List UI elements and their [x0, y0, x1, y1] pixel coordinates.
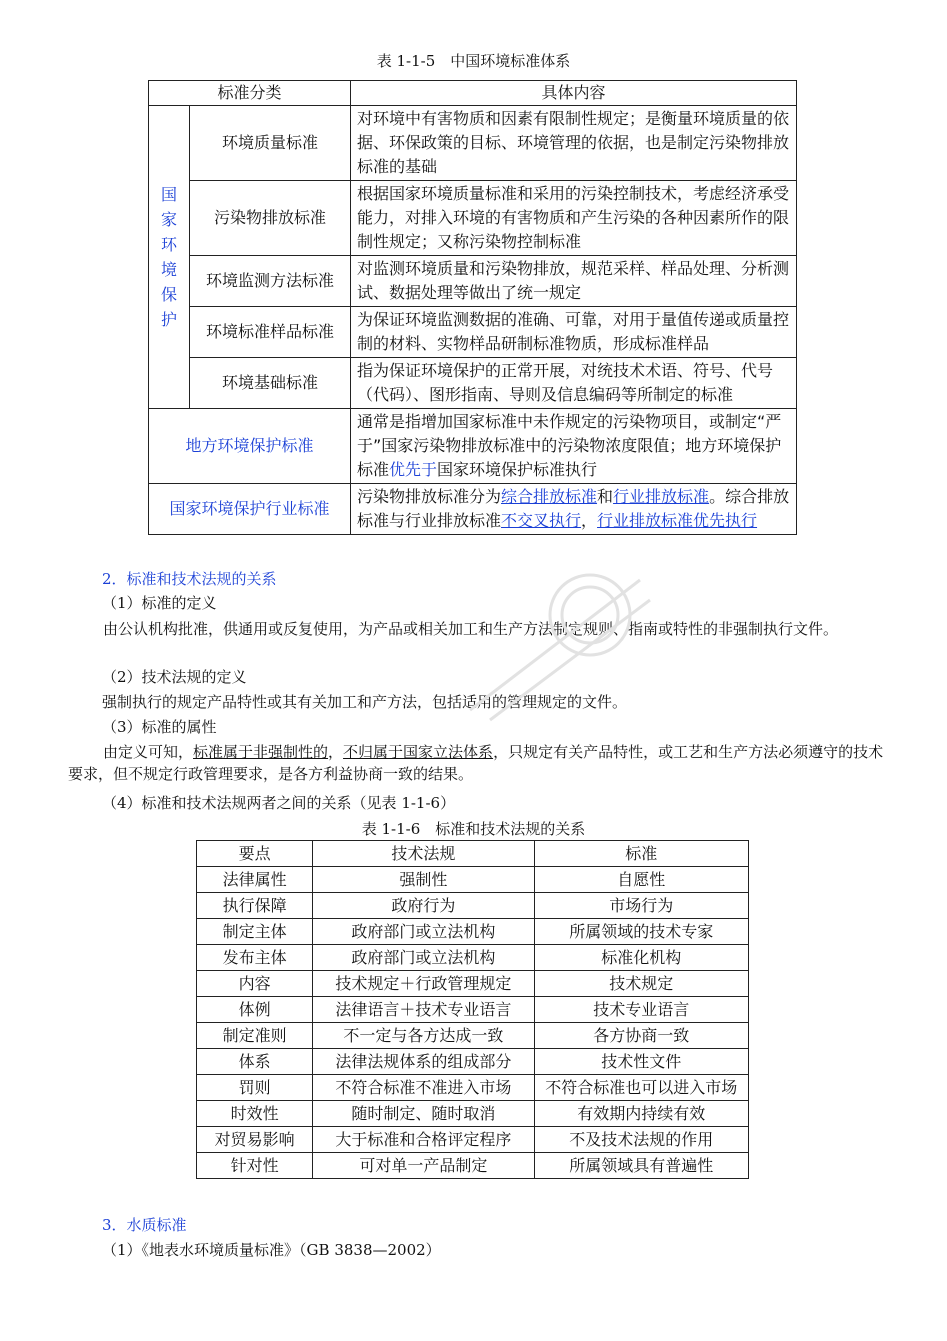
content-quality: 对环境中有害物质和因素有限制性规定；是衡量环境质量的依据、环保政策的目标、环境管理的依据，也是制定污染物排放标准的基础 — [351, 106, 797, 181]
cat-basic: 环境基础标准 — [190, 358, 351, 409]
table-row — [197, 971, 749, 997]
table-row — [197, 919, 749, 945]
cat-quality: 环境质量标准 — [190, 106, 351, 181]
cat-local: 地方环境保护标准 — [149, 409, 351, 484]
p3-a: 由定义可知， — [103, 743, 194, 761]
header-content: 具体内容 — [351, 81, 797, 106]
p3-underline-2: 不归属于国家立法体系 — [343, 743, 494, 761]
table-cell: 大于标准和合格评定程序 — [313, 1127, 534, 1153]
table-cell: 技术性文件 — [534, 1049, 748, 1075]
table-cell: 可对单一产品制定 — [313, 1153, 534, 1179]
table-row — [149, 106, 797, 181]
industry-text-8: 行业排放标准优先执行 — [597, 511, 758, 530]
paragraph-3 — [68, 741, 890, 785]
table-cell: 法律属性 — [197, 867, 313, 893]
table-cell: 有效期内持续有效 — [534, 1101, 748, 1127]
table-cell: 技术专业语言 — [534, 997, 748, 1023]
table-row — [149, 358, 797, 409]
table1-caption: 表 1-1-5 中国环境标准体系 — [376, 52, 571, 70]
table-cell: 政府部门或立法机构 — [313, 919, 534, 945]
table-cell: 所属领域具有普遍性 — [534, 1153, 748, 1179]
paragraph-1: 由公认机构批准，供通用或反复使用，为产品或相关加工和生产方法制定规则、指南或特性的非强制执行文件。 — [103, 620, 839, 638]
table-row — [197, 1049, 749, 1075]
table-cell: 市场行为 — [534, 893, 748, 919]
subheading-4: （4）标准和技术法规两者之间的关系（见表 1-1-6） — [102, 794, 456, 812]
table-cell: 体系 — [197, 1049, 313, 1075]
content-basic: 指为保证环境保护的正常开展，对统技术术语、符号、代号（代码）、图形指南、导则及信息编码等所制定的标准 — [351, 358, 797, 409]
table-cell: 所属领域的技术专家 — [534, 919, 748, 945]
table-row — [197, 997, 749, 1023]
table-row — [197, 1101, 749, 1127]
table-row — [197, 1023, 749, 1049]
table-cell: 体例 — [197, 997, 313, 1023]
table-cell: 制定准则 — [197, 1023, 313, 1049]
cat-industry: 国家环境保护行业标准 — [149, 484, 351, 535]
table-row — [149, 256, 797, 307]
p3-c: ，只规定有关产品特性，或工艺和生产方法必须遵守的技术要求，但不规定行政管理要求，是各方利益协商一致的结果。 — [68, 743, 884, 783]
table-cell: 发布主体 — [197, 945, 313, 971]
cat-emission: 污染物排放标准 — [190, 181, 351, 256]
cat-monitoring: 环境监测方法标准 — [190, 256, 351, 307]
table-cell: 对贸易影响 — [197, 1127, 313, 1153]
table-row — [197, 1153, 749, 1179]
industry-text-3: 和 — [597, 487, 614, 506]
table-row — [149, 409, 797, 484]
section-2-heading: 2．标准和技术法规的关系 — [102, 570, 277, 588]
paragraph-2: 强制执行的规定产品特性或其有关加工和产方法，包括适用的管理规定的文件。 — [102, 693, 628, 711]
table-row — [149, 181, 797, 256]
table-cell: 执行保障 — [197, 893, 313, 919]
table-row — [197, 1075, 749, 1101]
table-cell: 针对性 — [197, 1153, 313, 1179]
local-text-b: 国家环境保护标准执行 — [437, 460, 598, 479]
table-cell: 标准 — [534, 841, 748, 867]
table-cell: 技术规定 — [534, 971, 748, 997]
content-local — [351, 409, 797, 484]
table2-caption: 表 1-1-6 标准和技术法规的关系 — [361, 820, 586, 838]
table-row — [197, 867, 749, 893]
table-cell: 制定主体 — [197, 919, 313, 945]
industry-text-2: 综合排放标准 — [501, 487, 598, 506]
table-cell: 法律语言＋技术专业语言 — [313, 997, 534, 1023]
content-industry — [351, 484, 797, 535]
table-cell: 标准化机构 — [534, 945, 748, 971]
industry-text-4: 行业排放标准 — [613, 487, 710, 506]
content-monitoring: 对监测环境质量和污染物排放，规范采样、样品处理、分析测试、数据处理等做出了统一规定 — [351, 256, 797, 307]
table-cell: 政府行为 — [313, 893, 534, 919]
p3-underline-1: 标准属于非强制性的 — [193, 743, 329, 761]
table-cell: 技术法规 — [313, 841, 534, 867]
table-header-row — [149, 81, 797, 106]
content-emission: 根据国家环境质量标准和采用的污染控制技术，考虑经济承受能力，对排入环境的有害物质和产生污染的各种因素所作的限制性规定；又称污染物控制标准 — [351, 181, 797, 256]
table-row — [149, 484, 797, 535]
local-text-highlight: 优先于 — [389, 460, 438, 479]
table-row — [197, 1127, 749, 1153]
table-cell: 罚则 — [197, 1075, 313, 1101]
table-cell: 各方协商一致 — [534, 1023, 748, 1049]
table-cell: 内容 — [197, 971, 313, 997]
standards-vs-regulations-table — [196, 840, 749, 1179]
industry-text-6: 不交叉执行 — [501, 511, 582, 530]
table-cell: 政府部门或立法机构 — [313, 945, 534, 971]
table-cell: 要点 — [197, 841, 313, 867]
cat-sample: 环境标准样品标准 — [190, 307, 351, 358]
table-header-row — [197, 841, 749, 867]
subheading-3: （3）标准的属性 — [102, 718, 217, 736]
subheading-2: （2）技术法规的定义 — [102, 668, 247, 686]
table-cell: 时效性 — [197, 1101, 313, 1127]
table-cell: 法律法规体系的组成部分 — [313, 1049, 534, 1075]
section-3-heading: 3．水质标准 — [102, 1216, 187, 1234]
table-cell: 强制性 — [313, 867, 534, 893]
national-label — [149, 106, 190, 409]
local-text-a: 通常是指增加国家标准中未作规定的污染物项目，或制定“严于”国家污染物排放标准中的污染物浓度限值；地方环境保护标准 — [357, 412, 782, 479]
table-row — [197, 945, 749, 971]
subheading-5: （1）《地表水环境质量标准》（GB 3838—2002） — [102, 1241, 441, 1259]
environment-standards-table — [148, 80, 797, 535]
industry-text-5: 。综合排放标准与行业排放标准 — [357, 487, 790, 530]
subheading-1: （1）标准的定义 — [102, 594, 217, 612]
table-cell: 随时制定、随时取消 — [313, 1101, 534, 1127]
table-cell: 不符合标准不准进入市场 — [313, 1075, 534, 1101]
industry-text-7: ， — [581, 511, 598, 530]
table-cell: 自愿性 — [534, 867, 748, 893]
p3-b: ， — [328, 743, 344, 761]
industry-text-1: 污染物排放标准分为 — [357, 487, 502, 506]
content-sample: 为保证环境监测数据的准确、可靠，对用于量值传递或质量控制的材料、实物样品研制标准物质，形成标准样品 — [351, 307, 797, 358]
header-category: 标准分类 — [149, 81, 351, 106]
national-label-text: 国 家 环 境 保 护 — [160, 185, 177, 329]
table-row — [149, 307, 797, 358]
table-cell: 不符合标准也可以进入市场 — [534, 1075, 748, 1101]
table-row — [197, 893, 749, 919]
table-cell: 技术规定＋行政管理规定 — [313, 971, 534, 997]
table-cell: 不及技术法规的作用 — [534, 1127, 748, 1153]
table-cell: 不一定与各方达成一致 — [313, 1023, 534, 1049]
